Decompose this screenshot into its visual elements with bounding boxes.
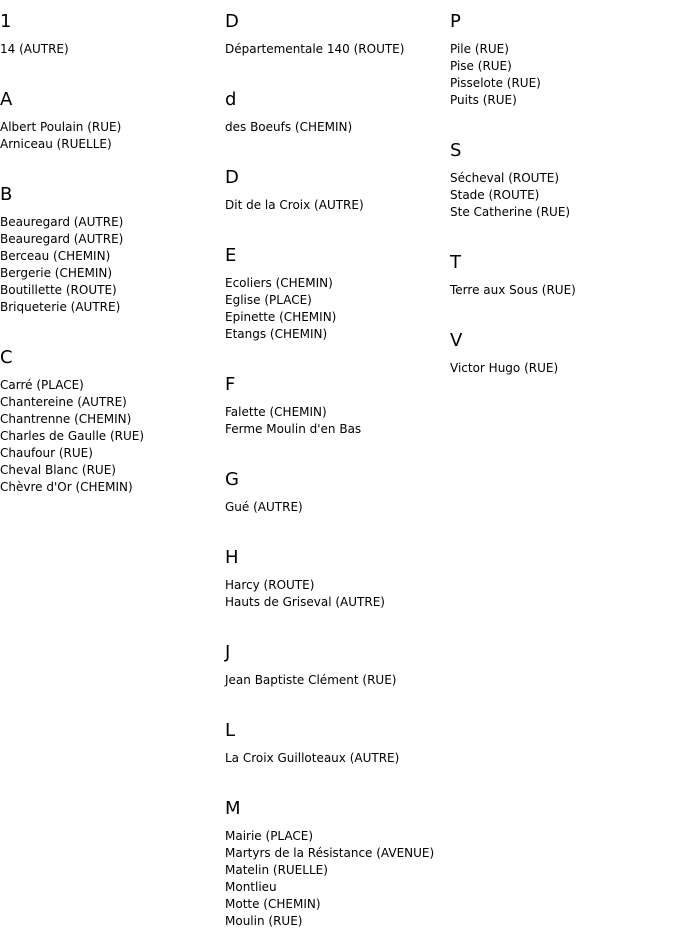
letter-group: [450, 129, 675, 221]
street-link[interactable]: Pile (RUE): [450, 42, 509, 56]
letter-group: [225, 787, 450, 930]
street-link[interactable]: Cheval Blanc (RUE): [0, 463, 116, 477]
street-link[interactable]: Chaufour (RUE): [0, 446, 93, 460]
street-link[interactable]: Montlieu: [225, 880, 277, 894]
letter-heading: S: [450, 140, 462, 161]
street-link[interactable]: Matelin (RUELLE): [225, 863, 328, 877]
street-link[interactable]: Gué (AUTRE): [225, 500, 303, 514]
street-link[interactable]: Pisselote (RUE): [450, 76, 541, 90]
letter-group: [0, 173, 225, 316]
letter-heading: A: [0, 89, 13, 110]
street-link[interactable]: Beauregard (AUTRE): [0, 215, 124, 229]
letter-group: [225, 0, 450, 58]
street-list: [225, 197, 450, 214]
street-list: [225, 119, 450, 136]
letter-group: [0, 336, 225, 496]
street-link[interactable]: Harcy (ROUTE): [225, 578, 315, 592]
letter-heading: J: [225, 642, 231, 663]
letter-group: [225, 234, 450, 343]
letter-heading: 1: [0, 11, 12, 32]
street-link[interactable]: Dit de la Croix (AUTRE): [225, 198, 364, 212]
letter-group: [225, 458, 450, 516]
letter-group: [450, 241, 675, 299]
street-index-column-3: [450, 0, 675, 397]
street-link[interactable]: Pise (RUE): [450, 59, 512, 73]
street-link[interactable]: Moulin (RUE): [225, 914, 303, 928]
letter-heading: H: [225, 547, 239, 568]
street-link[interactable]: Boutillette (ROUTE): [0, 283, 117, 297]
street-list: [225, 275, 450, 343]
street-link[interactable]: Arniceau (RUELLE): [0, 137, 112, 151]
street-list: [225, 750, 450, 767]
street-link[interactable]: Bergerie (CHEMIN): [0, 266, 113, 280]
letter-group: [225, 709, 450, 767]
letter-group: [225, 536, 450, 611]
street-list: [0, 214, 225, 316]
street-link[interactable]: Briqueterie (AUTRE): [0, 300, 121, 314]
street-list: [225, 41, 450, 58]
street-link[interactable]: Martyrs de la Résistance (AVENUE): [225, 846, 435, 860]
street-link[interactable]: Terre aux Sous (RUE): [450, 283, 576, 297]
street-link[interactable]: Victor Hugo (RUE): [450, 361, 559, 375]
street-link[interactable]: Ste Catherine (RUE): [450, 205, 571, 219]
street-link[interactable]: Stade (ROUTE): [450, 188, 540, 202]
letter-heading: D: [225, 11, 239, 32]
street-index-column-2: [225, 0, 450, 950]
street-list: [450, 170, 675, 221]
street-list: [0, 377, 225, 496]
letter-heading: F: [225, 374, 236, 395]
letter-group: [450, 319, 675, 377]
letter-group: [225, 156, 450, 214]
letter-heading: T: [450, 252, 461, 273]
street-link[interactable]: Jean Baptiste Clément (RUE): [225, 673, 397, 687]
letter-heading: E: [225, 245, 237, 266]
letter-heading: L: [225, 720, 236, 741]
street-link[interactable]: Chantrenne (CHEMIN): [0, 412, 132, 426]
letter-group: [0, 78, 225, 153]
letter-heading: V: [450, 330, 463, 351]
letter-heading: d: [225, 89, 237, 110]
letter-heading: B: [0, 184, 13, 205]
street-index-column-1: [0, 0, 225, 516]
street-link[interactable]: Chantereine (AUTRE): [0, 395, 127, 409]
street-list: [225, 672, 450, 689]
street-link[interactable]: La Croix Guilloteaux (AUTRE): [225, 751, 400, 765]
street-link[interactable]: Albert Poulain (RUE): [0, 120, 122, 134]
letter-heading: P: [450, 11, 461, 32]
letter-group: [225, 78, 450, 136]
street-link[interactable]: Carré (PLACE): [0, 378, 84, 392]
letter-heading: M: [225, 798, 241, 819]
street-link[interactable]: Mairie (PLACE): [225, 829, 314, 843]
letter-heading: C: [0, 347, 13, 368]
street-link[interactable]: des Boeufs (CHEMIN): [225, 120, 353, 134]
street-link[interactable]: Départementale 140 (ROUTE): [225, 42, 405, 56]
street-list: [225, 404, 450, 438]
street-link[interactable]: Puits (RUE): [450, 93, 517, 107]
letter-group: [225, 631, 450, 689]
street-link[interactable]: Epinette (CHEMIN): [225, 310, 337, 324]
street-link[interactable]: Beauregard (AUTRE): [0, 232, 124, 246]
letter-group: [450, 0, 675, 109]
street-link[interactable]: Hauts de Griseval (AUTRE): [225, 595, 385, 609]
street-list: [225, 828, 450, 930]
street-link[interactable]: Falette (CHEMIN): [225, 405, 327, 419]
street-list: [225, 577, 450, 611]
street-list: [450, 41, 675, 109]
street-list: [450, 282, 675, 299]
street-link[interactable]: Etangs (CHEMIN): [225, 327, 328, 341]
letter-heading: G: [225, 469, 239, 490]
letter-group: [225, 363, 450, 438]
letter-group: [0, 0, 225, 58]
street-link[interactable]: 14 (AUTRE): [0, 42, 69, 56]
street-link[interactable]: Ferme Moulin d'en Bas: [225, 422, 362, 436]
street-link[interactable]: Motte (CHEMIN): [225, 897, 321, 911]
street-link[interactable]: Eglise (PLACE): [225, 293, 312, 307]
letter-heading: D: [225, 167, 239, 188]
street-link[interactable]: Charles de Gaulle (RUE): [0, 429, 145, 443]
street-list: [0, 41, 225, 58]
street-list: [450, 360, 675, 377]
street-link[interactable]: Chèvre d'Or (CHEMIN): [0, 480, 133, 494]
street-list: [0, 119, 225, 153]
street-link[interactable]: Sécheval (ROUTE): [450, 171, 560, 185]
street-link[interactable]: Berceau (CHEMIN): [0, 249, 111, 263]
street-list: [225, 499, 450, 516]
street-link[interactable]: Ecoliers (CHEMIN): [225, 276, 333, 290]
